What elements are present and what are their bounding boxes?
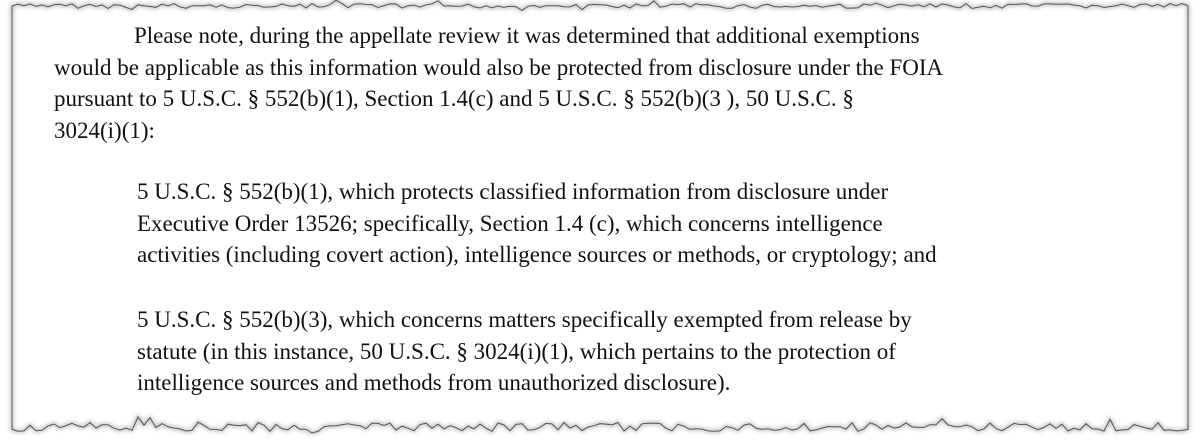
exemption-b3-paragraph [137,304,1157,399]
text-line: activities (including covert action), intelligence sources or methods, or cryptology; and [137,242,937,267]
text-line: 3024(i)(1): [54,117,155,143]
paragraph-intro [54,20,1174,146]
text-line: 5 U.S.C. § 552(b)(3), which concerns matters specifically exempted from release by [137,307,912,332]
text-line: intelligence sources and methods from unauthorized disclosure). [137,370,731,395]
text-line: statute (in this instance, 50 U.S.C. § 3024(i)(1), which pertains to the protection of [137,338,896,364]
text-line: 5 U.S.C. § 552(b)(1), which protects classified information from disclosure under [137,179,889,204]
text-line: pursuant to 5 U.S.C. § 552(b)(1), Section 1.4(c) and 5 U.S.C. § 552(b)(3 ), 50 U.S.C. § [54,86,854,111]
exemption-b1-paragraph [137,176,1157,271]
text-line: Please note, during the appellate review it was determined that additional exemptions [134,23,920,48]
text-line: Executive Order 13526; specifically, Section 1.4 (c), which concerns intelligence [137,210,883,236]
text-line: would be applicable as this information would also be protected from disclosure under the FOIA [54,54,944,80]
